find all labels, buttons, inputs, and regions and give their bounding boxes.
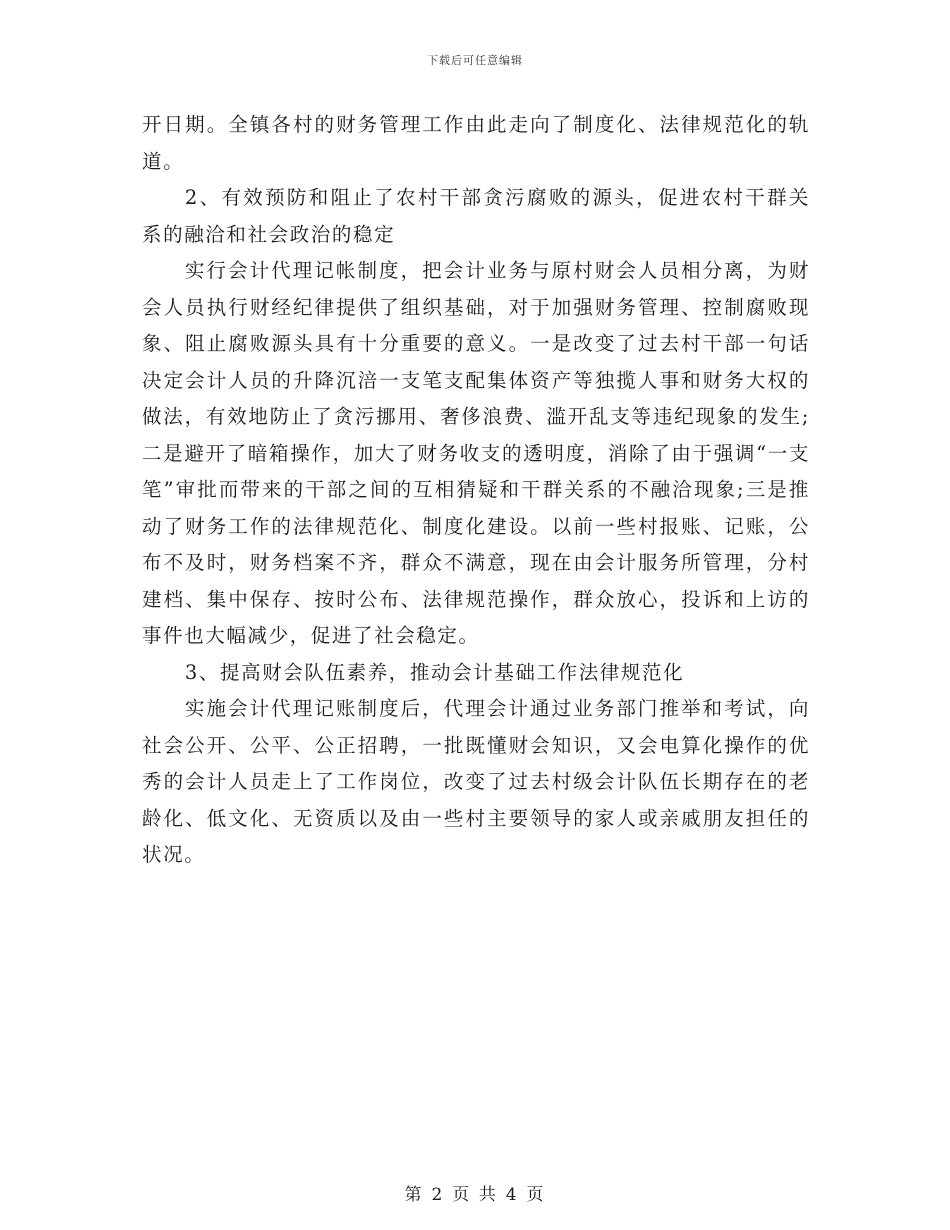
page-footer	[0, 1180, 950, 1205]
page-label-suffix: 页	[526, 1185, 546, 1205]
page-label-mid: 页 共	[452, 1185, 498, 1205]
section-heading-2: 2、有效预防和阻止了农村干部贪污腐败的源头，促进农村干群关系的融洽和社会政治的稳定	[142, 186, 810, 246]
page-number: 2	[431, 1185, 445, 1205]
page-total: 4	[505, 1185, 519, 1205]
page-label-prefix: 第	[404, 1185, 424, 1205]
paragraph-1: 开日期。全镇各村的财务管理工作由此走向了制度化、法律规范化的轨道。	[142, 113, 810, 173]
section-heading-3: 3、提高财会队伍素养，推动会计基础工作法律规范化	[184, 660, 685, 684]
document-body	[142, 107, 810, 874]
header-note: 下载后可任意编辑	[427, 54, 523, 67]
paragraph-2: 实行会计代理记帐制度，把会计业务与原村财会人员相分离，为财会人员执行财经纪律提供了组织基础，对于加强财务管理、控制腐败现象、阻止腐败源头具有十分重要的意义。一是改变了过去村干部一句话决定会计人员的升降沉涪一支笔支配集体资产等独揽人事和财务大权的做法，有效地防止了贪污挪用、奢侈浪费、滥开乱支等违纪现象的发生;二是避开了暗箱操作，加大了财务收支的透明度，消除了由于强调“一支笔”审批而带来的干部之间的互相猜疑和干群关系的不融洽现象;三是推动了财务工作的法律规范化、制度化建设。以前一些村报账、记账，公布不及时，财务档案不齐，群众不满意，现在由会计服务所管理，分村建档、集中保存、按时公布、法律规范操作，群众放心，投诉和上访的事件也大幅减少，促进了社会稳定。	[142, 259, 810, 647]
paragraph-3: 实施会计代理记账制度后，代理会计通过业务部门推举和考试，向社会公开、公平、公正招聘，一批既懂财会知识，又会电算化操作的优秀的会计人员走上了工作岗位，改变了过去村级会计队伍长期存在的老龄化、低文化、无资质以及由一些村主要领导的家人或亲戚朋友担任的状况。	[142, 697, 810, 866]
